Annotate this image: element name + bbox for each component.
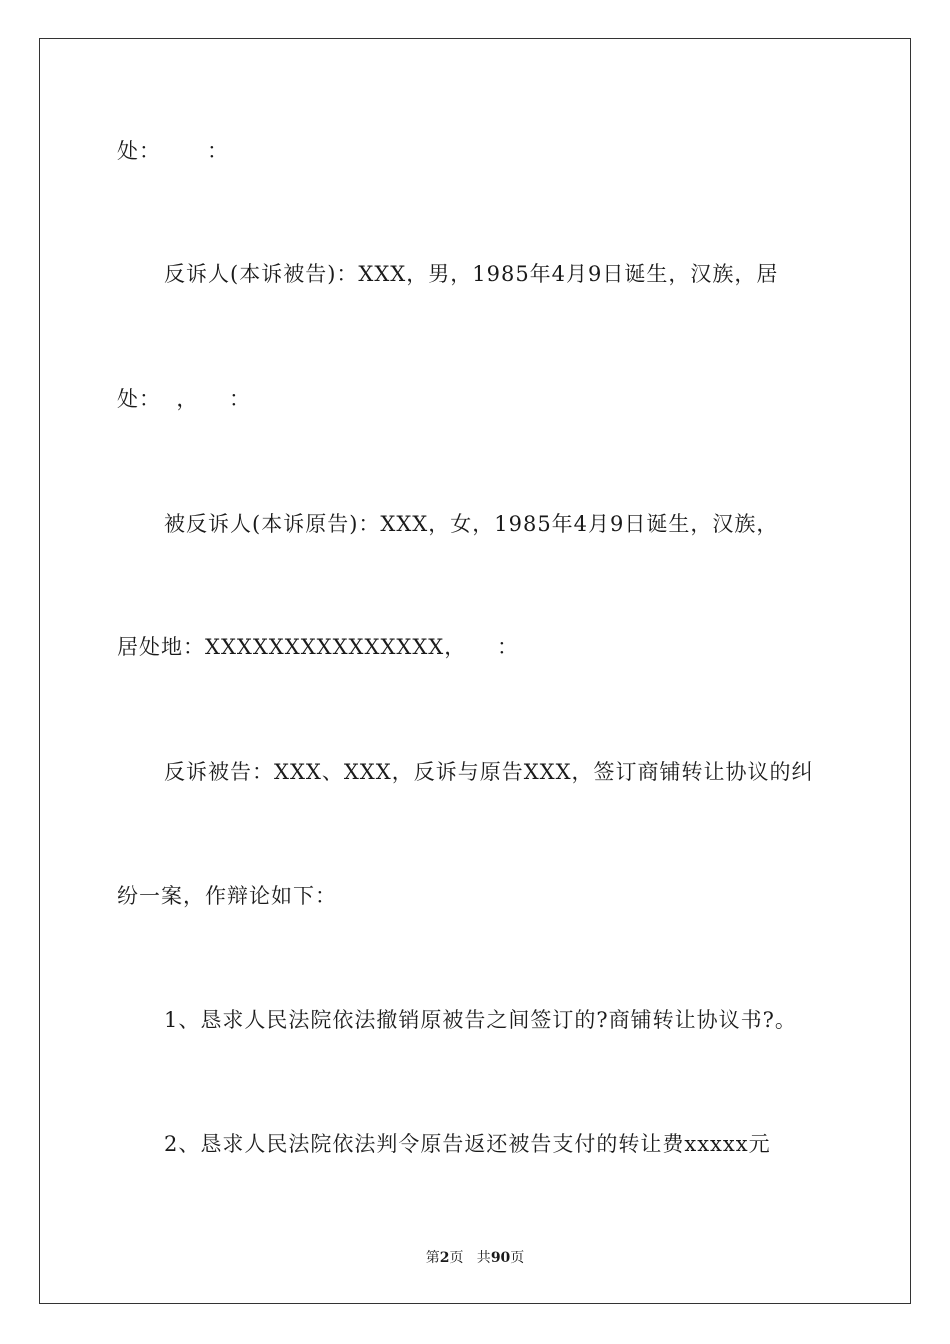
text-line-4: 被反诉人(本诉原告)：XXX，女，1985年4月9日诞生，汉族， xyxy=(164,512,779,536)
text-line-5: 居处地：XXXXXXXXXXXXXXX， ： xyxy=(117,635,519,659)
text-line-3: 处： ， ： xyxy=(117,387,252,411)
page-border xyxy=(39,38,911,1304)
footer-suffix: 页 xyxy=(510,1250,525,1266)
text-line-7: 纷一案，作辩论如下： xyxy=(117,884,337,908)
page-footer xyxy=(0,1248,950,1268)
text-line-6: 反诉被告：XXX、XXX，反诉与原告XXX，签订商铺转让协议的纠 xyxy=(164,760,814,784)
footer-prefix: 第 xyxy=(425,1250,440,1266)
text-line-9: 2、恳求人民法院依法判令原告返还被告支付的转让费xxxxx元 xyxy=(164,1132,771,1156)
footer-middle: 页 共 xyxy=(449,1250,491,1266)
text-line-2: 反诉人(本诉被告)：XXX，男，1985年4月9日诞生，汉族，居 xyxy=(164,262,779,286)
text-line-8: 1、恳求人民法院依法撤销原被告之间签订的?商铺转让协议书?。 xyxy=(164,1008,797,1032)
text-line-1: 处： ： xyxy=(117,139,230,163)
footer-total-pages: 90 xyxy=(490,1250,511,1266)
footer-page-number: 2 xyxy=(439,1250,450,1266)
